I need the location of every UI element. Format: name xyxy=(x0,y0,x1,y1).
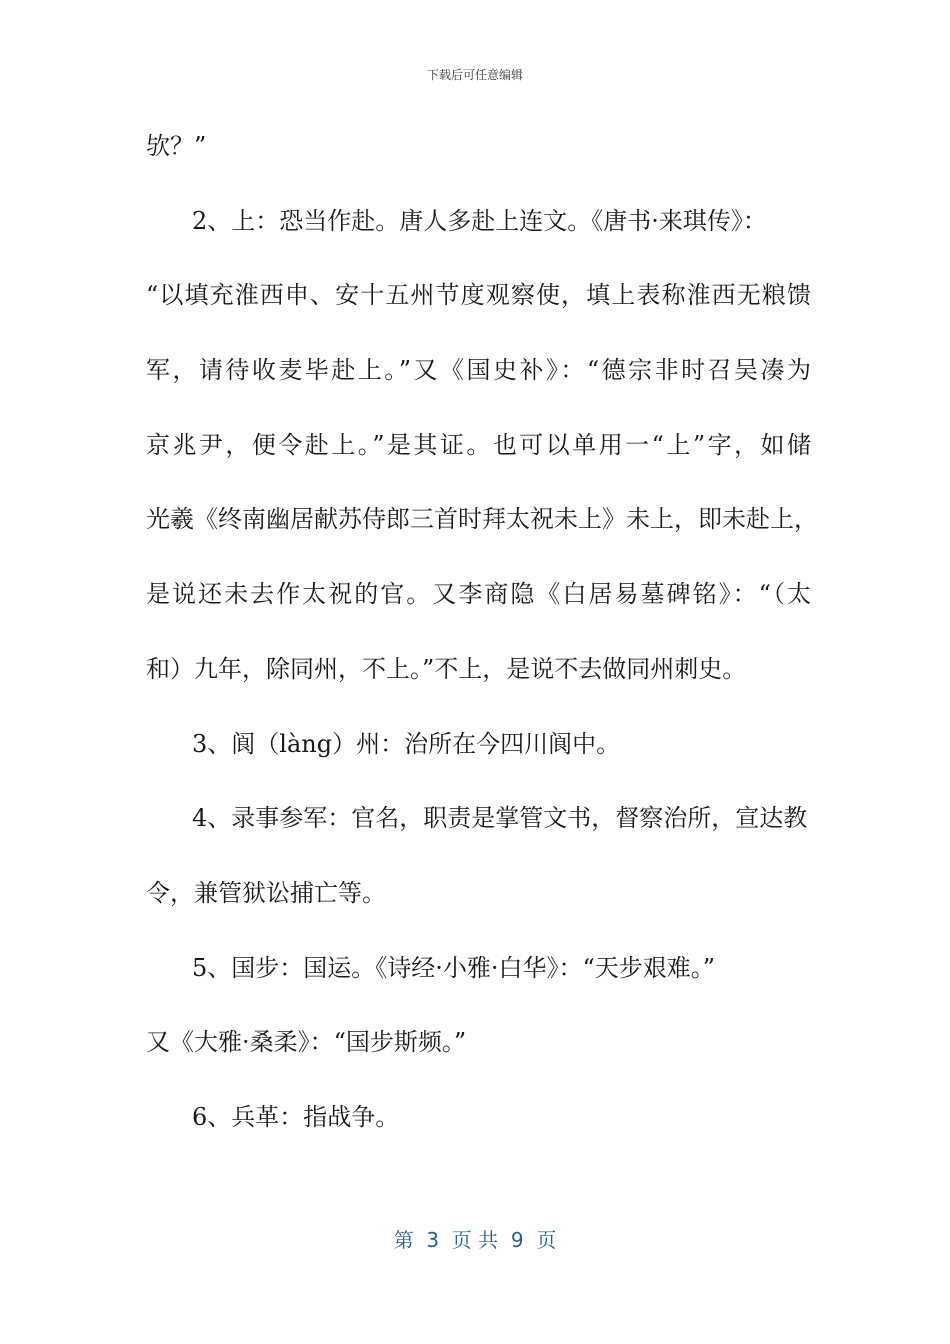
text-line: 和）九年，除同州，不上。”不上，是说不去做同州刺史。 xyxy=(146,654,747,683)
page-number: 第 3 页 共 9 页 xyxy=(393,1228,557,1252)
text-line: 又《大雅·桑柔》：“国步斯频。” xyxy=(146,1028,467,1057)
note-3-line: 3、阆（làng）州：治所在今四川阆中。 xyxy=(192,729,621,758)
document-body xyxy=(146,121,818,1167)
text-line: “以填充淮西申、安十五州节度观察使，填上表称淮西无粮馈 xyxy=(146,281,811,310)
note-5-line: 5、国步：国运。《诗经·小雅·白华》：“天步艰难。” xyxy=(192,953,716,982)
text-line: 是说还未去作太祝的官。又李商隐《白居易墓碑铭》：“（太 xyxy=(146,580,811,609)
text-line: 京兆尹，便令赴上。”是其证。也可以单用一“上”字，如储 xyxy=(146,430,811,459)
note-6-line: 6、兵革：指战争。 xyxy=(192,1102,400,1131)
page-header: 下载后可任意编辑 xyxy=(426,68,523,82)
note-4-line: 4、录事参军：官名，职责是掌管文书，督察治所，宣达教 xyxy=(192,804,808,833)
text-line: 欤？” xyxy=(146,132,207,160)
text-line: 令，兼管狱讼捕亡等。 xyxy=(146,878,386,907)
text-line: 光羲《终南幽居献苏侍郎三首时拜太祝未上》未上，即未赴上， xyxy=(146,505,818,534)
text-line: 军，请待收麦毕赴上。”又《国史补》：“德宗非时召吴凑为 xyxy=(146,356,811,385)
note-2-line: 2、上：恐当作赴。唐人多赴上连文。《唐书·来琪传》： xyxy=(192,206,767,235)
